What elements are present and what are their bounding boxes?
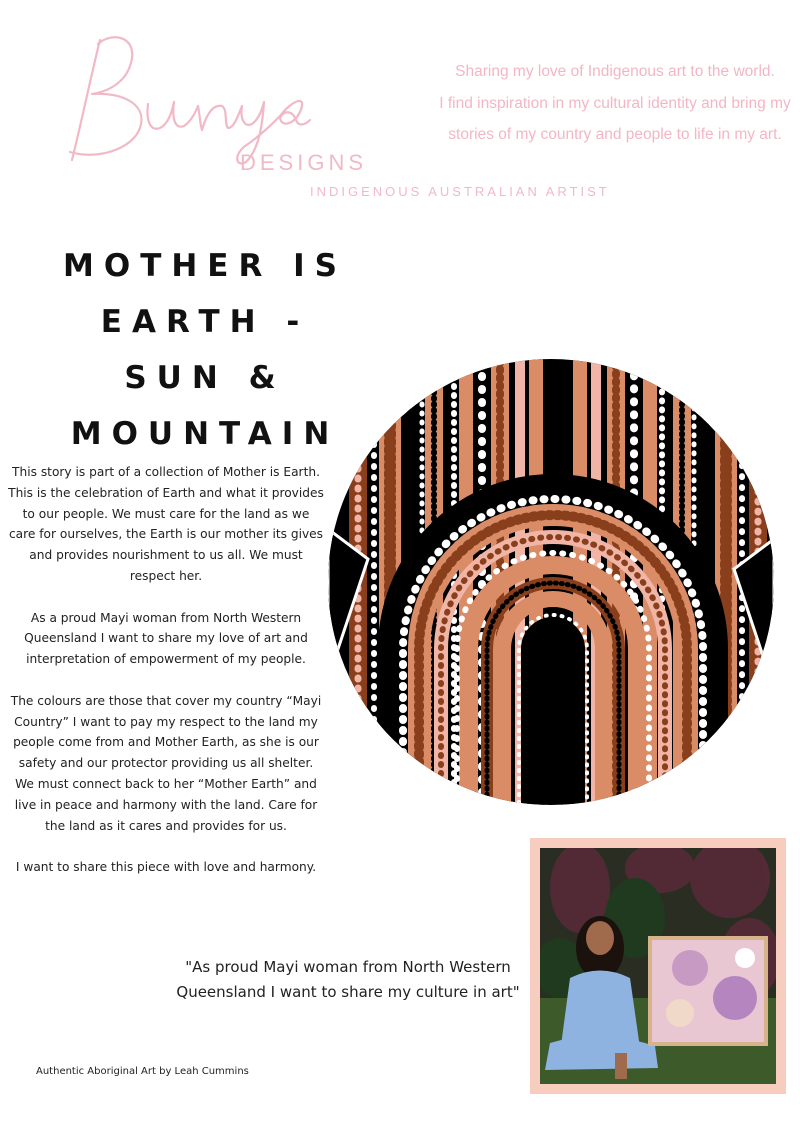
footer-credit: Authentic Aboriginal Art by Leah Cummins xyxy=(36,1066,249,1077)
artist-photo-frame xyxy=(530,838,786,1094)
artist-quote: "As proud Mayi woman from North Western Queensland I want to share my culture in art" xyxy=(176,958,520,1001)
artist-subtitle: INDIGENOUS AUSTRALIAN ARTIST xyxy=(310,184,610,199)
title-line-1: MOTHER IS xyxy=(63,248,347,284)
story-paragraph-4: I want to share this piece with love and harmony. xyxy=(15,860,317,875)
artwork-title xyxy=(40,238,370,462)
story-text xyxy=(8,462,324,899)
tagline-line-1: Sharing my love of Indigenous art to the world. xyxy=(455,63,775,80)
tagline-line-3: stories of my country and people to life in my art. xyxy=(448,126,782,143)
logo-designs-text: DESIGNS xyxy=(240,150,368,175)
tagline xyxy=(430,56,800,151)
story-paragraph-1: This story is part of a collection of Mother is Earth. This is the celebration of Earth and what it provides to our people. We must care for the land as we care for ourselves, the Earth is our mother its gives and provides nourishment to us all. We must respect her. xyxy=(8,465,324,583)
bunya-script-logo xyxy=(52,20,312,170)
title-line-4: MOUNTAIN xyxy=(70,416,340,452)
artwork-circle-image xyxy=(328,359,774,805)
title-line-3: SUN & xyxy=(124,360,286,396)
artist-photo xyxy=(540,848,776,1084)
title-line-2: EARTH - xyxy=(100,304,310,340)
story-paragraph-2: As a proud Mayi woman from North Western Queensland I want to share my love of art and interpretation of empowerment of my people. xyxy=(24,610,308,667)
tagline-line-2: I find inspiration in my cultural identity and bring my xyxy=(439,94,791,112)
story-paragraph-3: The colours are those that cover my country “Mayi Country” I want to pay my respect to the land my people come from and Mother Earth, as she is our safety and our protector providing us all shelter. We must connect back to her “Mother Earth” and live in peace and harmony with the land. Care for the land as it cares and provides for us. xyxy=(10,693,322,833)
